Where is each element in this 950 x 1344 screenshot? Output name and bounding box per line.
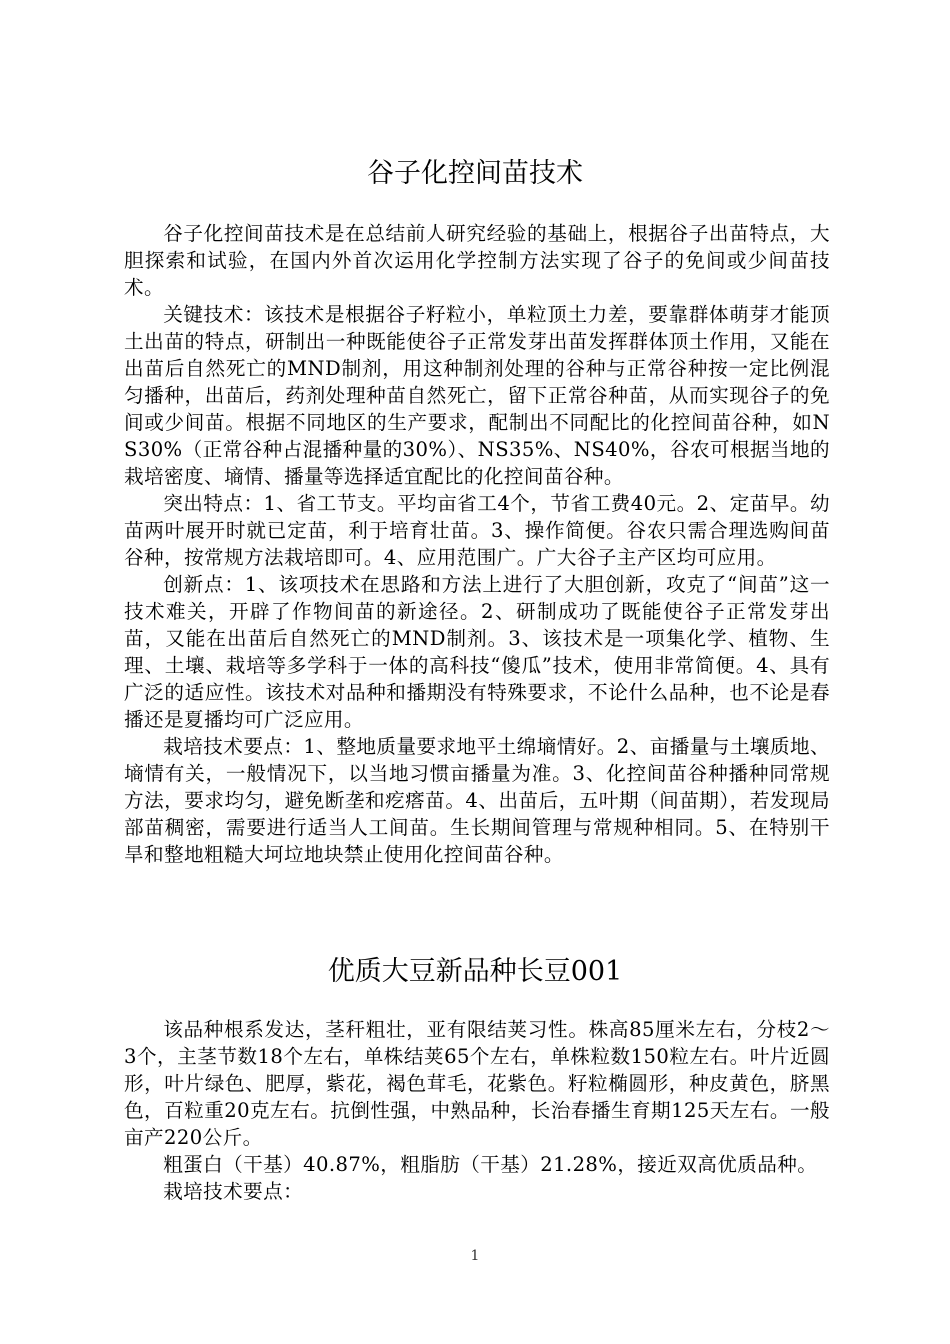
article-title-soybean: 优质大豆新品种长豆001 <box>327 956 623 987</box>
paragraph-features: 突出特点：1、省工节支。平均亩省工4个，节省工费40元。2、定苗早。幼苗两叶展开时就已定苗，利于培育壮苗。3、操作简便。谷农只需合理选购间苗谷种，按常规方法栽培即可。4、应用范围广。广大谷子主产区均可应用。 <box>124 492 830 569</box>
paragraph-intro: 谷子化控间苗技术是在总结前人研究经验的基础上，根据谷子出苗特点，大胆探索和试验，在国内外首次运用化学控制方法实现了谷子的免间或少间苗技术。 <box>124 222 830 299</box>
article-body-millet <box>124 220 830 868</box>
paragraph-innovation: 创新点：1、该项技术在思路和方法上进行了大胆创新，攻克了“间苗”这一技术难关，开辟了作物间苗的新途径。2、研制成功了既能使谷子正常发芽出苗，又能在出苗后自然死亡的MND制剂。3、该技术是一项集化学、植物、生理、土壤、栽培等多学科于一体的高科技“傻瓜”技术，使用非常简便。4、具有广泛的适应性。该技术对品种和播期没有特殊要求，不论什么品种，也不论是春播还是夏播均可广泛应用。 <box>124 573 830 731</box>
paragraph-variety-description: 该品种根系发达，茎秆粗壮，亚有限结荚习性。株高85厘米左右，分枝2～3个，主茎节数18个左右，单株结荚65个左右，单株粒数150粒左右。叶片近圆形，叶片绿色、肥厚，紫花，褐色茸毛，花紫色。籽粒椭圆形，种皮黄色，脐黑色，百粒重20克左右。抗倒性强，中熟品种，长治春播生育期125天左右。一般亩产220公斤。 <box>124 1018 830 1149</box>
page-number: 1 <box>470 1248 480 1264</box>
article-title-millet: 谷子化控间苗技术 <box>367 158 583 189</box>
paragraph-key-technology: 关键技术：该技术是根据谷子籽粒小，单粒顶土力差，要靠群体萌芽才能顶土出苗的特点，研制出一种既能使谷子正常发芽出苗发挥群体顶土作用，又能在出苗后自然死亡的MND制剂，用这种制剂处理的谷种与正常谷种按一定比例混匀播种，出苗后，药剂处理种苗自然死亡，留下正常谷种苗，从而实现谷子的免间或少间苗。根据不同地区的生产要求，配制出不同配比的化控间苗谷种，如NS30%（正常谷种占混播种量的30%）、NS35%、NS40%，谷农可根据当地的栽培密度、墒情、播量等选择适宜配比的化控间苗谷种。 <box>124 303 830 488</box>
paragraph-cultivation-heading: 栽培技术要点： <box>163 1180 304 1203</box>
article-body-soybean <box>124 1016 830 1205</box>
paragraph-quality: 粗蛋白（干基）40.87%，粗脂肪（干基）21.28%，接近双高优质品种。 <box>163 1153 818 1176</box>
paragraph-cultivation: 栽培技术要点：1、整地质量要求地平土绵墒情好。2、亩播量与土壤质地、墒情有关，一般情况下，以当地习惯亩播量为准。3、化控间苗谷种播种同常规方法，要求均匀，避免断垄和疙瘩苗。4、出苗后，五叶期（间苗期），若发现局部苗稠密，需要进行适当人工间苗。生长期间管理与常规种相同。5、在特别干旱和整地粗糙大坷垃地块禁止使用化控间苗谷种。 <box>124 735 830 866</box>
